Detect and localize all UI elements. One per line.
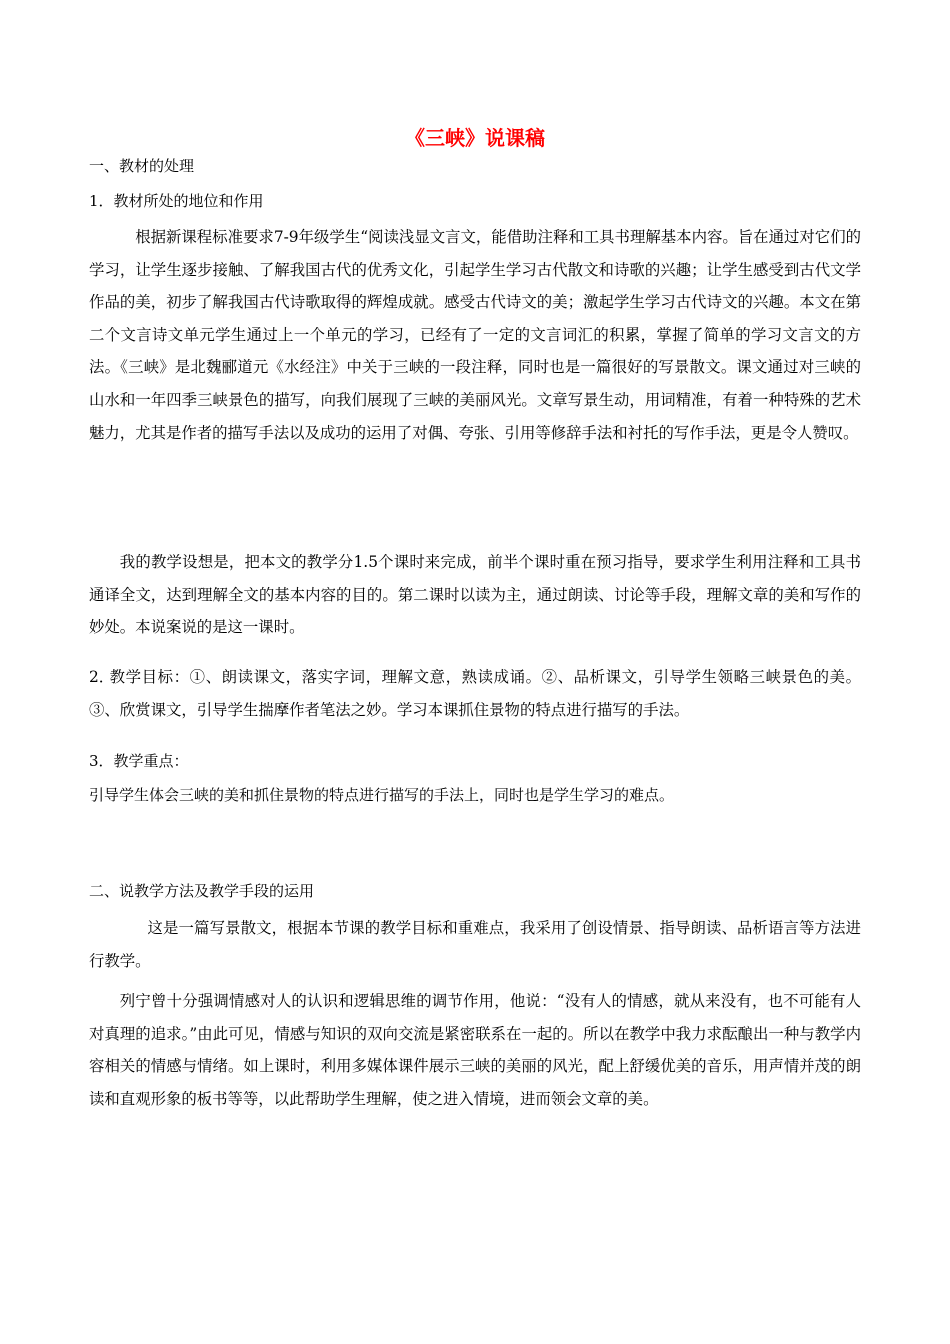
document-title: 《三峡》说课稿 xyxy=(405,126,545,150)
teaching-goals-text: 教学目标：①、朗读课文，落实字词，理解文意，熟读成诵。②、品析课文，引导学生领略三峡景色的美。③、欣赏课文，引导学生揣摩作者笔法之妙。学习本课抓住景物的特点进行描写的手法。 xyxy=(89,668,861,719)
section1-heading: 一、教材的处理 xyxy=(89,157,195,175)
section2-paragraph-2: 列宁曾十分强调情感对人的认识和逻辑思维的调节作用，他说：“没有人的情感，就从来没有，也不可能有人对真理的追求。”由此可见，情感与知识的双向交流是紧密联系在一起的。所以在教学中我力求酝酿出一种与教学内容相关的情感与情绪。如上课时，利用多媒体课件展示三峡的美丽的风光，配上舒缓优美的音乐，用声情并茂的朗读和直观形象的板书等等，以此帮助学生理解，使之进入情境，进而领会文章的美。 xyxy=(89,992,861,1108)
teaching-goals xyxy=(89,661,861,726)
section1-subheading-position: 1．教材所处的地位和作用 xyxy=(89,192,264,210)
teaching-goals-number: 2． xyxy=(89,668,115,686)
section1-paragraph-1: 根据新课程标准要求7-9年级学生“阅读浅显文言文，能借助注释和工具书理解基本内容。旨在通过对它们的学习，让学生逐步接触、了解我国古代的优秀文化，引起学生学习古代散文和诗歌的兴趣；让学生感受到古代文学作品的美，初步了解我国古代诗歌取得的辉煌成就。感受古代诗文的美；激起学生学习古代诗文的兴趣。本文在第二个文言诗文单元学生通过上一个单元的学习，已经有了一定的文言词汇的积累，掌握了简单的学习文言文的方法。《三峡》是北魏郦道元《水经注》中关于三峡的一段注释，同时也是一篇很好的写景散文。课文通过对三峡的山水和一年四季三峡景色的描写，向我们展现了三峡的美丽风光。文章写景生动，用词精准，有着一种特殊的艺术魅力，尤其是作者的描写手法以及成功的运用了对偶、夸张、引用等修辞手法和衬托的写作手法，更是令人赞叹。 xyxy=(89,228,861,442)
section2-paragraph-1: 这是一篇写景散文，根据本节课的教学目标和重难点，我采用了创设情景、指导朗读、品析语言等方法进行教学。 xyxy=(89,919,861,970)
section1-paragraph-2: 我的教学设想是，把本文的教学分1.5个课时来完成，前半个课时重在预习指导，要求学生利用注释和工具书通译全文，达到理解全文的基本内容的目的。第二课时以读为主，通过朗读、讨论等手段，理解文章的美和写作的妙处。本说案说的是这一课时。 xyxy=(89,553,861,637)
teaching-focus-heading xyxy=(89,750,189,772)
section2-heading: 二、说教学方法及教学手段的运用 xyxy=(89,882,315,900)
teaching-focus-text: 引导学生体会三峡的美和抓住景物的特点进行描写的手法上，同时也是学生学习的难点。 xyxy=(89,786,675,804)
teaching-focus-label: 教学重点： xyxy=(113,752,189,770)
teaching-focus-number: 3． xyxy=(89,752,114,770)
